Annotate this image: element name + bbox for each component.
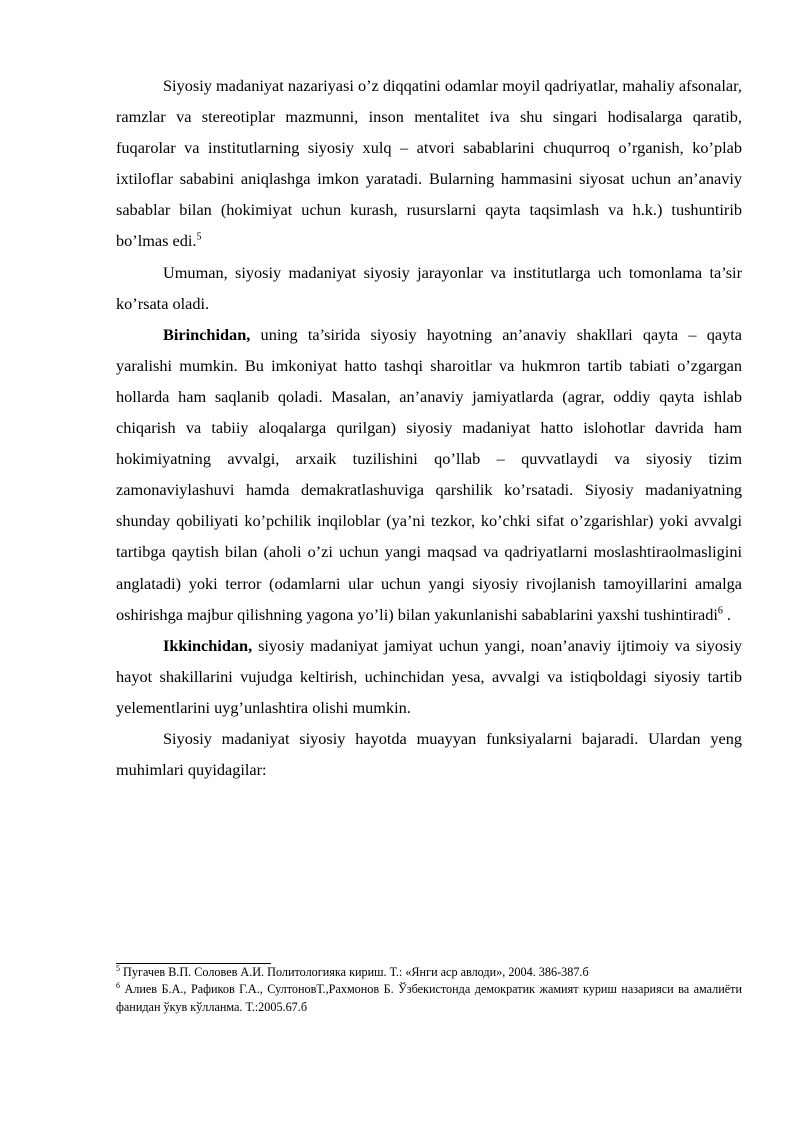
footnote-number: 5 xyxy=(116,963,120,973)
paragraph-3-tail: . xyxy=(722,604,731,624)
footnote-text: Пугачев В.П. Соловев А.И. Политологияка кириш. Т.: «Янги аср авлоди», 2004. 386-387.б xyxy=(120,965,589,979)
footnote-number: 6 xyxy=(116,981,120,991)
paragraph-3 xyxy=(116,319,742,630)
body-text xyxy=(116,70,742,785)
paragraph-2-text: Umuman, siyosiy madaniyat siyosiy jarayonlar va institutlarga uch tomonlama ta’sir ko’rsata oladi. xyxy=(116,262,742,313)
paragraph-5 xyxy=(116,723,742,785)
footnote-ref-5[interactable]: 5 xyxy=(196,232,202,244)
paragraph-1 xyxy=(116,70,742,257)
paragraph-4 xyxy=(116,630,742,723)
footnote-5 xyxy=(116,964,742,981)
footnotes xyxy=(116,964,742,1016)
paragraph-2 xyxy=(116,257,742,319)
paragraph-1-text: Siyosiy madaniyat nazariyasi o’z diqqatini odamlar moyil qadriyatlar, mahaliy afsonalar, ramzlar va stereotiplar mazmunni, inson mentalitet iva shu singari hodisalarga qaratib, fuqarolar va institutlarning siyosiy xulq – atvori sabablarini chuqurroq o’rganish, ko’plab ixtiloflar sababini aniqlashga imkon yaratadi. Bularning hammasini siyosat uchun an’anaviy sabablar bilan (hokimiyat uchun kurash, rusurslarni qayta taqsimlash va h.k.) tushuntirib bo’lmas edi. xyxy=(116,76,742,251)
paragraph-5-text: Siyosiy madaniyat siyosiy hayotda muayyan funksiyalarni bajaradi. Ulardan yeng muhimlari quyidagilar: xyxy=(116,728,742,780)
paragraph-4-lead: Ikkinchidan, xyxy=(163,635,253,655)
footnote-text: Алиев Б.А., Рафиков Г.А., СултоновТ.,Рахмонов Б. Ўзбекистонда демократик жамият куриш назарияси ва амалиёти фанидан ўкув кўлланма. Т.:2005.67.б xyxy=(116,982,742,1014)
paragraph-3-lead: Birinchidan, xyxy=(163,324,251,344)
footnote-ref-6[interactable]: 6 xyxy=(717,605,723,617)
footnote-6 xyxy=(116,981,742,1016)
paragraph-3-text: uning ta’sirida siyosiy hayotning an’anaviy shakllari qayta – qayta yaralishi mumkin. Bu imkoniyat hatto tashqi sharoitlar va hukmron tartib tabiati o’zgargan hollarda ham saqlanib qoladi. Masalan, an’anaviy jamiyatlarda (agrar, oddiy qayta ishlab chiqarish va tabiiy aloqalarga qurilgan) siyosiy madaniyat hatto islohotlar davrida ham hokimiyatning avvalgi, arxaik tuzilishini qo’llab – quvvatlaydi va siyosiy tizim zamonaviylashuvi hamda demakratlashuviga qarshilik ko’rsatadi. Siyosiy madaniyatning shunday qobiliyati ko’pchilik inqiloblar (ya’ni tezkor, ko’chki sifat o’zgarishlar) yoki avvalgi tartibga qaytish bilan (aholi o’zi uchun yangi maqsad va qadriyatlarni moslashtiraolmasligini anglatadi) yoki terror (odamlarni ular uchun yangi siyosiy rivojlanish tamoyillarini amalga oshirishga majbur qilishning yagona yo’li) bilan yakunlanishi sabablarini yaxshi tushintiradi xyxy=(116,324,742,624)
paragraph-4-text: siyosiy madaniyat jamiyat uchun yangi, noan’anaviy ijtimoiy va siyosiy hayot shakillarini vujudga keltirish, uchinchidan yesa, avvalgi va istiqboldagi siyosiy tartib yelementlarini uyg’unlashtira olishi mumkin. xyxy=(116,635,742,717)
